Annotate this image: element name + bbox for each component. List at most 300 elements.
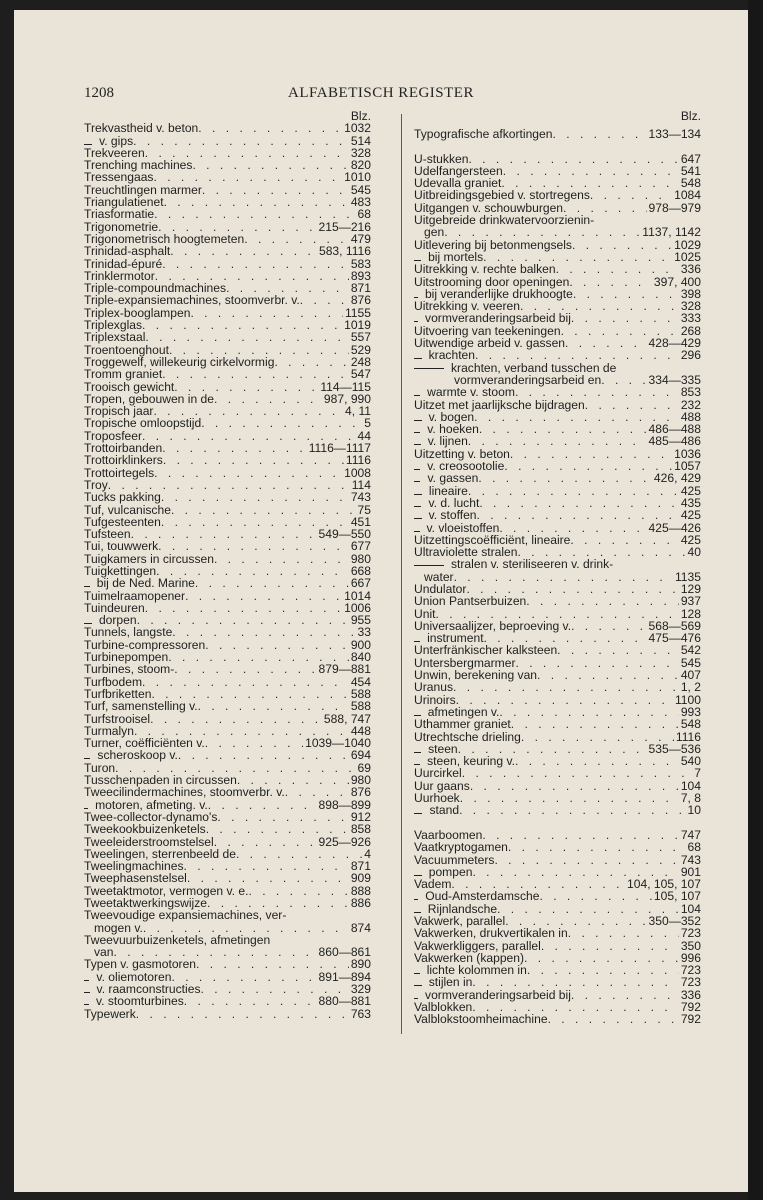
entry-page: 694	[350, 748, 371, 763]
entry-term-text: Uitgangen v. schouwburgen	[414, 200, 564, 215]
leader-dots	[205, 639, 349, 651]
entry-page: 568—569	[648, 618, 701, 633]
entry-page: 1032	[344, 121, 371, 136]
index-entry	[414, 558, 701, 570]
entry-page: 407	[680, 668, 701, 683]
entry-term-text: stand	[429, 803, 460, 818]
entry-term-text: steen	[428, 741, 458, 756]
entry-term-text: Triplexglas	[84, 318, 143, 333]
entry-term-text: Uurcirkel	[414, 766, 462, 781]
leader-dots	[184, 995, 317, 1007]
index-entry	[414, 804, 701, 816]
entry-term-text: Utrechtsche drieling	[414, 729, 521, 744]
entry-term-text: bij mortels	[428, 249, 484, 264]
entry-term	[84, 1008, 136, 1020]
entry-term-text: Tufgesteenten	[84, 514, 161, 529]
leader-dots	[174, 663, 316, 675]
leader-dots	[170, 245, 317, 257]
leader-dots	[236, 848, 362, 860]
entry-term-text: stralen v. steriliseeren v. drink-	[451, 557, 614, 572]
entry-term-text: Trottoirbanden	[84, 441, 163, 456]
entry-page: 1, 2	[680, 680, 701, 695]
repeat-dash	[414, 444, 421, 445]
entry-term-text: Uitwendige arbeid v. gassen	[414, 336, 566, 351]
entry-term-text: Uitrekking v. veeren	[414, 299, 520, 314]
leader-dots	[285, 786, 349, 798]
entry-term-text: v. creosootolie	[427, 459, 505, 474]
entry-term-text: Uitvoering van teekeningen	[414, 323, 561, 338]
entry-term-text: Troentoenghout	[84, 342, 169, 357]
leader-dots	[524, 952, 679, 964]
entry-term-text: Uitlevering bij betonmengsels	[414, 237, 572, 252]
entry-term-text: v. bogen	[428, 409, 475, 424]
entry-page: 334—335	[648, 372, 701, 387]
entry-term-text: Udelfangersteen	[414, 163, 503, 178]
entry-page: 128	[680, 606, 701, 621]
leader-dots	[136, 1008, 349, 1020]
entry-page: 114	[351, 477, 371, 492]
repeat-dash	[414, 481, 420, 482]
entry-term-text: Uthammer graniet	[414, 717, 511, 732]
entry-term-text: dorpen	[98, 613, 137, 628]
entry-term-text: mogen v.	[94, 920, 143, 935]
entry-page: 588	[350, 686, 371, 701]
entry-page: 901	[680, 864, 701, 879]
entry-page: 993	[680, 704, 701, 719]
repeat-dash	[414, 297, 418, 298]
entry-term-text: Typewerk	[84, 1006, 136, 1021]
repeat-dash	[414, 531, 420, 532]
repeat-dash	[84, 758, 90, 759]
repeat-dash	[414, 358, 422, 359]
entry-term-text: Triple-expansiemachines, stoomverbr. v.	[84, 293, 300, 308]
entry-page: 900	[350, 637, 371, 652]
entry-term-text: Tuigkettingen	[84, 563, 157, 578]
entry-term-text: Uitzetting v. beton	[414, 446, 510, 461]
repeat-dash	[414, 565, 444, 566]
entry-term-text: scheroskoop v.	[97, 748, 178, 763]
entry-term-text: Triplexstaal	[84, 330, 146, 345]
entry-term-text: Trinidad-asphalt	[84, 244, 171, 259]
leader-dots	[570, 534, 678, 546]
entry-page: 583, 1116	[318, 244, 371, 259]
repeat-dash	[414, 752, 421, 753]
entry-term-text: v. d. lucht	[428, 495, 480, 510]
entry-page: 398	[680, 286, 701, 301]
leader-dots	[274, 356, 348, 368]
entry-page: 723	[680, 975, 701, 990]
repeat-dash	[414, 899, 418, 900]
entry-term-text: Tweelingen, sterrenbeeld de	[84, 846, 236, 861]
leader-dots	[171, 504, 356, 516]
entry-term-text: Unwin, berekening van	[414, 668, 538, 683]
entry-term-text: Uranus	[414, 680, 453, 695]
entry-term-text: Ultraviolette stralen	[414, 545, 518, 560]
entry-page: 33	[357, 625, 371, 640]
entry-term-text: Tweetaktmotor, vermogen v. e.	[84, 883, 249, 898]
entry-term-text: Tweeleiderstroomstelsel	[84, 834, 214, 849]
entry-term-text: Tunnels, langste	[84, 625, 173, 640]
entry-page: 104	[680, 778, 701, 793]
entry-term-text: Turbines, stoom-	[84, 662, 175, 677]
entry-page: 1137, 1142	[642, 225, 701, 240]
entry-page: 5	[364, 416, 371, 431]
entry-page: 328	[350, 145, 371, 160]
entry-page: 483	[350, 195, 371, 210]
leader-dots	[164, 196, 349, 208]
entry-page: 104	[680, 901, 701, 916]
entry-page: 743	[680, 852, 701, 867]
repeat-dash	[84, 144, 92, 145]
entry-page: 333	[680, 311, 701, 326]
entry-page: 668	[350, 563, 371, 578]
entry-page: 876	[350, 293, 371, 308]
entry-page: 129	[680, 581, 701, 596]
entry-term	[414, 128, 553, 140]
entry-page: 1057	[674, 459, 701, 474]
entry-term-text: krachten	[428, 348, 476, 363]
leader-dots	[569, 276, 652, 288]
entry-page: 40	[687, 545, 701, 560]
entry-page: 114—115	[320, 379, 371, 394]
entry-page: 475—476	[648, 631, 701, 646]
repeat-dash	[414, 715, 421, 716]
entry-term-text: Udevalla graniet	[414, 176, 502, 191]
entry-term	[451, 557, 613, 571]
leader-dots	[131, 528, 317, 540]
entry-term-text: Tufsteen	[84, 527, 131, 542]
entry-page: 548	[680, 176, 701, 191]
repeat-dash	[414, 985, 422, 986]
entry-page: 937	[680, 594, 701, 609]
entry-page: 1025	[674, 249, 701, 264]
leader-dots	[504, 460, 672, 472]
leader-dots	[133, 135, 349, 147]
entry-page: 763	[350, 1006, 371, 1021]
page-title: ALFABETISCH REGISTER	[288, 85, 474, 101]
entry-page: 75	[357, 502, 371, 517]
entry-page: 840	[350, 650, 371, 665]
entry-page: 68	[357, 207, 371, 222]
entry-term-text: krachten, verband tusschen de	[451, 360, 617, 375]
entry-page: 876	[350, 785, 371, 800]
entry-term-text: Uitrekking v. rechte balken	[414, 262, 556, 277]
entry-page: 723	[680, 926, 701, 941]
leader-dots	[568, 927, 679, 939]
entry-page: 890	[350, 957, 371, 972]
leader-dots	[195, 577, 349, 589]
leader-dots	[527, 964, 679, 976]
entry-term-text: Uitstrooming door openingen	[414, 274, 570, 289]
entry-term-text: Rijnlandsche	[427, 901, 498, 916]
entry-page: 898—899	[318, 797, 371, 812]
entry-page: 1029	[674, 237, 701, 252]
entry-term-text: Trinklermotor	[84, 268, 155, 283]
entry-page: 858	[350, 822, 371, 837]
entry-page: 888	[350, 883, 371, 898]
leader-dots	[515, 755, 679, 767]
leader-dots	[572, 239, 672, 251]
leader-dots	[454, 571, 673, 583]
entry-page: 792	[680, 1012, 701, 1027]
entry-page: 879—881	[318, 662, 371, 677]
index-entry	[414, 128, 701, 140]
leader-dots	[192, 159, 348, 171]
entry-page: 1084	[674, 188, 701, 203]
entry-term-text: Trekvastheid v. beton	[84, 121, 199, 136]
entry-term-text: Twee-collector-dynamo's	[84, 809, 218, 824]
entry-term-text: Vakwerken (kappen)	[414, 950, 525, 965]
entry-term-text: lineaire	[428, 483, 468, 498]
entry-page: 996	[680, 950, 701, 965]
entry-page: 980	[350, 773, 371, 788]
entry-page: 425	[680, 508, 701, 523]
entry-page: 647	[680, 151, 701, 166]
leader-dots	[459, 804, 685, 816]
entry-page: 747	[680, 827, 701, 842]
entry-term-text: Tweelingmachines	[84, 859, 184, 874]
entry-term-text: Tweetaktwerkingswijze	[84, 896, 207, 910]
entry-term-text: Triplex-booglampen	[84, 305, 191, 320]
entry-page: 820	[350, 158, 371, 173]
repeat-dash	[414, 469, 420, 470]
repeat-dash	[414, 813, 422, 814]
leader-dots	[184, 860, 349, 872]
entry-page: 7	[694, 766, 701, 781]
entry-term-text: Tweevoudige expansiemachines, ver-	[84, 908, 287, 923]
index-entry	[84, 749, 371, 761]
repeat-dash	[414, 395, 420, 396]
entry-term-text: v. stoffen	[428, 508, 477, 523]
entry-term-text: Valblokstoomheimachine	[414, 1012, 548, 1027]
blz-label: Blz.	[680, 109, 701, 123]
entry-term-text: Uur gaans	[414, 778, 470, 793]
entry-term-text: Trekveeren	[84, 145, 145, 160]
entry-term-text: U-stukken	[414, 151, 469, 166]
entry-page: 677	[350, 539, 371, 554]
entry-list-right	[414, 128, 701, 1026]
entry-page: 336	[680, 987, 701, 1002]
entry-page: 425—426	[648, 520, 701, 535]
entry-page: 542	[680, 643, 701, 658]
entry-term-text: Tropisch jaar	[84, 404, 154, 419]
entry-page: 1006	[344, 600, 371, 615]
entry-term-text: pompen	[428, 864, 473, 879]
leader-dots	[205, 737, 303, 749]
entry-term-text: Tweekookbuizenketels	[84, 822, 206, 837]
entry-term-text: vormveranderingsarbeid en	[454, 372, 602, 387]
entry-page: 548	[680, 717, 701, 732]
repeat-dash	[84, 1004, 89, 1005]
entry-term-text: Uitgebreide drinkwatervoorzienin-	[414, 213, 595, 228]
entry-page: 448	[350, 723, 371, 738]
repeat-dash	[84, 586, 90, 587]
entry-page: 426, 429	[653, 471, 701, 486]
entry-page: 535—536	[648, 741, 701, 756]
entry-term-text: Treuchtlingen marmer	[84, 182, 202, 197]
entry-page: 428—429	[648, 336, 701, 351]
leader-dots	[145, 602, 342, 614]
entry-term-text: Valblokken	[414, 1000, 473, 1015]
entry-page: 874	[350, 920, 371, 935]
entry-page: 743	[350, 490, 371, 505]
leader-dots	[541, 940, 679, 952]
repeat-dash	[414, 998, 418, 999]
leader-dots	[553, 128, 647, 140]
repeat-dash	[414, 321, 418, 322]
entry-term-text: Vakwerkliggers, parallel	[414, 938, 541, 953]
entry-page: 912	[350, 809, 371, 824]
entry-term-text: Tweecilindermachines, stoomverbr. v.	[84, 785, 285, 800]
entry-page: 891—894	[318, 969, 371, 984]
leader-dots	[163, 454, 344, 466]
entry-page: 980	[350, 551, 371, 566]
entry-page: 336	[680, 262, 701, 277]
entry-term-text: Troposfeer	[84, 428, 143, 443]
leader-dots	[453, 681, 679, 693]
entry-page: 871	[350, 281, 371, 296]
entry-term-text: gen	[424, 225, 445, 240]
entry-page: 486—488	[648, 422, 701, 437]
leader-dots	[557, 644, 679, 656]
leader-dots	[468, 485, 679, 497]
entry-page: 860—861	[318, 945, 371, 960]
leader-dots	[198, 700, 349, 712]
leader-dots	[214, 393, 322, 405]
leader-dots	[585, 399, 679, 411]
repeat-dash	[414, 494, 422, 495]
page	[14, 10, 748, 1192]
entry-page: 329	[350, 982, 371, 997]
leader-dots	[145, 331, 348, 343]
entry-term-text: v. oliemotoren	[96, 969, 172, 984]
entry-page: 69	[357, 760, 371, 775]
repeat-dash	[414, 641, 420, 642]
entry-term-text: Tressengaas	[84, 170, 154, 185]
entry-term-text: Turner, coëfficiënten v.	[84, 736, 205, 751]
entry-term-text: lichte kolommen in	[426, 963, 527, 978]
entry-term-text: Typen v. gasmotoren	[84, 957, 197, 972]
leader-dots	[190, 307, 343, 319]
leader-dots	[537, 669, 679, 681]
entry-page: 479	[350, 231, 371, 246]
entry-term-text: Trooisch gewicht	[84, 379, 175, 394]
leader-dots	[162, 258, 349, 270]
entry-page: 10	[687, 803, 701, 818]
entry-term-text: Untersbergmarmer	[414, 655, 516, 670]
entry-term-text: Turbinepompen	[84, 650, 169, 665]
leader-dots	[202, 184, 349, 196]
entry-page: 723	[680, 963, 701, 978]
entry-page: 1019	[344, 318, 371, 333]
entry-page: 296	[680, 348, 701, 363]
entry-term-text: Unit	[414, 606, 436, 621]
entry-page: 667	[350, 576, 371, 591]
entry-page: 232	[680, 397, 701, 412]
entry-term-text: Turfbodem	[84, 674, 143, 689]
index-entry	[84, 1008, 371, 1020]
book-spine	[748, 0, 763, 1200]
entry-term-text: Tucks pakking	[84, 490, 161, 505]
entry-term	[429, 804, 459, 816]
repeat-dash	[414, 912, 421, 913]
entry-term-text: instrument	[427, 631, 484, 646]
index-column-left	[84, 110, 371, 1020]
repeat-dash	[84, 980, 89, 981]
entry-page: 104, 105, 107	[627, 877, 701, 892]
entry-term-text: Trigonometrie	[84, 219, 159, 234]
entry-term-text: Trigonometrisch hoogtemeten	[84, 231, 245, 246]
entry-term-text: v. stoomturbines	[95, 994, 184, 1009]
repeat-dash	[414, 764, 420, 765]
leader-dots	[494, 854, 678, 866]
entry-term-text: Tweephasenstelsel	[84, 871, 187, 886]
page-header	[14, 85, 748, 107]
entry-term-text: Tusschenpaden in circussen	[84, 773, 237, 788]
leader-dots	[142, 319, 342, 331]
entry-page: 268	[680, 323, 701, 338]
entry-term-text: Trenching machines	[84, 158, 193, 173]
entry-page: 978—979	[648, 200, 701, 215]
entry-term-text: Tweevuurbuizenketels, afmetingen	[84, 932, 271, 947]
entry-term-text: steen, keuring v.	[427, 754, 515, 769]
entry-page: 488	[680, 409, 701, 424]
repeat-dash	[414, 260, 421, 261]
leader-dots	[503, 165, 679, 177]
page-number: 1208	[84, 85, 114, 101]
entry-term-text: Union Pantserbuizen	[414, 594, 527, 609]
entry-page: 1036	[674, 446, 701, 461]
entry-term-text: Vakwerken, drukvertikalen in	[414, 926, 568, 941]
leader-dots	[162, 442, 306, 454]
entry-term-text: Turon	[84, 760, 116, 775]
leader-dots	[571, 989, 679, 1001]
entry-term-text: Typografische afkortingen	[414, 127, 553, 141]
entry-term-text: Tropische omloopstijd	[84, 416, 202, 431]
entry-term-text: Uurhoek	[414, 791, 460, 806]
leader-dots	[601, 374, 646, 386]
repeat-dash	[84, 992, 90, 993]
entry-term-text: Tropen, gebouwen in de	[84, 391, 214, 406]
entry-page: 955	[350, 613, 371, 628]
entry-page: 1008	[344, 465, 371, 480]
entry-page: 68	[687, 840, 701, 855]
entry-term	[414, 1013, 548, 1025]
leader-dots	[565, 337, 647, 349]
leader-dots	[548, 1013, 679, 1025]
entry-term-text: Vacuummeters	[414, 852, 495, 867]
entry-page: 514	[350, 133, 371, 148]
entry-page: 588	[350, 699, 371, 714]
repeat-dash	[414, 973, 420, 974]
entry-page: 485—486	[648, 434, 701, 449]
entry-term-text: Tui, touwwerk	[84, 539, 159, 554]
entry-page: 1116	[675, 729, 701, 744]
entry-page: 909	[350, 871, 371, 886]
entry-term-text: Unterfränkischer kalksteen	[414, 643, 558, 658]
entry-term-text: v. hoeken	[427, 422, 479, 437]
leader-dots	[154, 467, 342, 479]
index-entry	[84, 467, 371, 479]
repeat-dash	[414, 506, 421, 507]
entry-page: 545	[680, 655, 701, 670]
entry-page: 545	[350, 182, 371, 197]
leader-dots	[196, 958, 349, 970]
leader-dots	[217, 811, 348, 823]
entry-page: 588, 747	[323, 711, 371, 726]
repeat-dash	[84, 623, 92, 624]
entry-term-text: stijlen in	[428, 975, 473, 990]
